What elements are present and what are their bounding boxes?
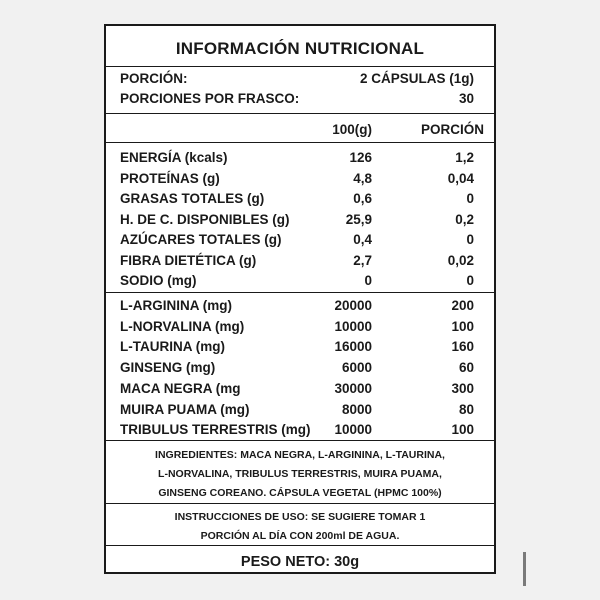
nutrient-row-portion: 0 — [466, 273, 474, 288]
nutrient-row — [120, 251, 484, 269]
active-ingredient-row-name: MACA NEGRA (mg — [120, 380, 241, 396]
label-title: INFORMACIÓN NUTRICIONAL — [175, 39, 425, 58]
active-ingredient-row-per100: 6000 — [341, 360, 372, 376]
servings-per-bottle-value: 30 — [458, 91, 474, 106]
column-header-100g: 100(g) — [332, 122, 372, 137]
nutrient-row-per100: 0,4 — [353, 232, 372, 247]
active-ingredient-row-portion: 60 — [458, 360, 474, 376]
active-ingredient-row-name: L-NORVALINA (mg) — [120, 318, 245, 334]
nutrient-row-name: FIBRA DIETÉTICA (g) — [120, 252, 257, 268]
divider — [106, 440, 494, 441]
active-ingredient-row — [120, 296, 484, 314]
nutrient-row-per100: 2,7 — [353, 252, 372, 268]
ingredients-line: L-NORVALINA, TRIBULUS TERRESTRIS, MUIRA PUAMA, — [158, 468, 442, 480]
nutrient-row-portion: 0 — [466, 232, 474, 247]
nutrient-row-per100: 0 — [364, 273, 372, 288]
active-ingredient-row — [120, 379, 484, 397]
scroll-indicator — [523, 552, 526, 586]
nutrient-row-per100: 25,9 — [345, 211, 372, 227]
divider — [106, 545, 494, 546]
nutrition-label — [104, 24, 496, 574]
divider — [106, 292, 494, 293]
nutrient-row — [120, 230, 484, 248]
column-header-portion: PORCIÓN — [420, 122, 484, 137]
ingredients-line: GINSENG COREANO. CÁPSULA VEGETAL (HPMC 100%) — [158, 487, 442, 499]
active-ingredient-row-per100: 10000 — [334, 422, 372, 438]
active-ingredient-row-per100: 20000 — [334, 298, 372, 313]
instructions-line: INSTRUCCIONES DE USO: SE SUGIERE TOMAR 1 — [174, 511, 426, 523]
active-ingredient-row-portion: 160 — [451, 339, 474, 355]
servings-per-bottle-label: PORCIONES POR FRASCO: — [120, 91, 300, 106]
active-ingredient-row-portion: 200 — [451, 298, 474, 313]
active-ingredient-row — [120, 420, 484, 438]
nutrient-row-portion: 0,2 — [455, 211, 474, 227]
active-ingredient-row — [120, 317, 484, 335]
nutrient-row-per100: 4,8 — [353, 170, 372, 186]
servings-per-bottle-row — [120, 89, 484, 107]
active-ingredient-row-name: GINSENG (mg) — [120, 360, 216, 376]
divider — [106, 503, 494, 504]
column-header-row — [120, 120, 484, 138]
active-ingredient-row-per100: 30000 — [334, 380, 372, 396]
serving-size-value: 2 CÁPSULAS (1g) — [359, 71, 474, 86]
nutrient-row — [120, 210, 484, 228]
active-ingredient-row-portion: 80 — [458, 401, 474, 417]
nutrient-row — [120, 148, 484, 166]
nutrient-row-per100: 126 — [349, 150, 372, 165]
nutrient-row — [120, 169, 484, 187]
nutrient-row-portion: 0,04 — [447, 170, 474, 186]
active-ingredient-row — [120, 400, 484, 418]
divider — [106, 66, 494, 67]
nutrient-row-portion: 0 — [466, 191, 474, 206]
net-weight: PESO NETO: 30g — [240, 554, 360, 570]
nutrient-row — [120, 189, 484, 207]
nutrient-row-name: GRASAS TOTALES (g) — [120, 191, 265, 206]
nutrient-row-name: ENERGÍA (kcals) — [120, 150, 228, 165]
divider — [106, 142, 494, 143]
active-ingredient-row — [120, 337, 484, 355]
active-ingredient-row-portion: 300 — [451, 380, 474, 396]
serving-size-row — [120, 69, 484, 87]
nutrient-row-name: H. DE C. DISPONIBLES (g) — [120, 211, 290, 227]
ingredients-line: INGREDIENTES: MACA NEGRA, L-ARGININA, L-TAURINA, — [155, 449, 445, 461]
ingredients-text — [116, 446, 484, 503]
nutrient-row-name: PROTEÍNAS (g) — [120, 170, 220, 186]
active-ingredient-row-per100: 8000 — [341, 401, 372, 417]
active-ingredient-row-name: L-ARGININA (mg) — [120, 298, 232, 313]
active-ingredient-row-name: MUIRA PUAMA (mg) — [120, 401, 250, 417]
divider — [106, 113, 494, 114]
active-ingredient-row — [120, 358, 484, 376]
nutrient-row-name: AZÚCARES TOTALES (g) — [120, 232, 282, 247]
nutrient-row-portion: 1,2 — [455, 150, 474, 165]
active-ingredient-row-portion: 100 — [451, 422, 474, 438]
nutrient-row-name: SODIO (mg) — [120, 273, 197, 288]
active-ingredient-row-name: L-TAURINA (mg) — [120, 339, 225, 355]
usage-instructions — [116, 508, 484, 546]
active-ingredient-row-per100: 10000 — [334, 318, 372, 334]
nutrient-row — [120, 271, 484, 289]
instructions-line: PORCIÓN AL DÍA CON 200ml DE AGUA. — [200, 530, 400, 542]
active-ingredient-row-per100: 16000 — [334, 339, 372, 355]
serving-size-label: PORCIÓN: — [120, 71, 188, 86]
active-ingredient-row-name: TRIBULUS TERRESTRIS (mg) — [120, 422, 311, 438]
nutrient-row-per100: 0,6 — [353, 191, 372, 206]
nutrient-row-portion: 0,02 — [447, 252, 474, 268]
active-ingredient-row-portion: 100 — [451, 318, 474, 334]
